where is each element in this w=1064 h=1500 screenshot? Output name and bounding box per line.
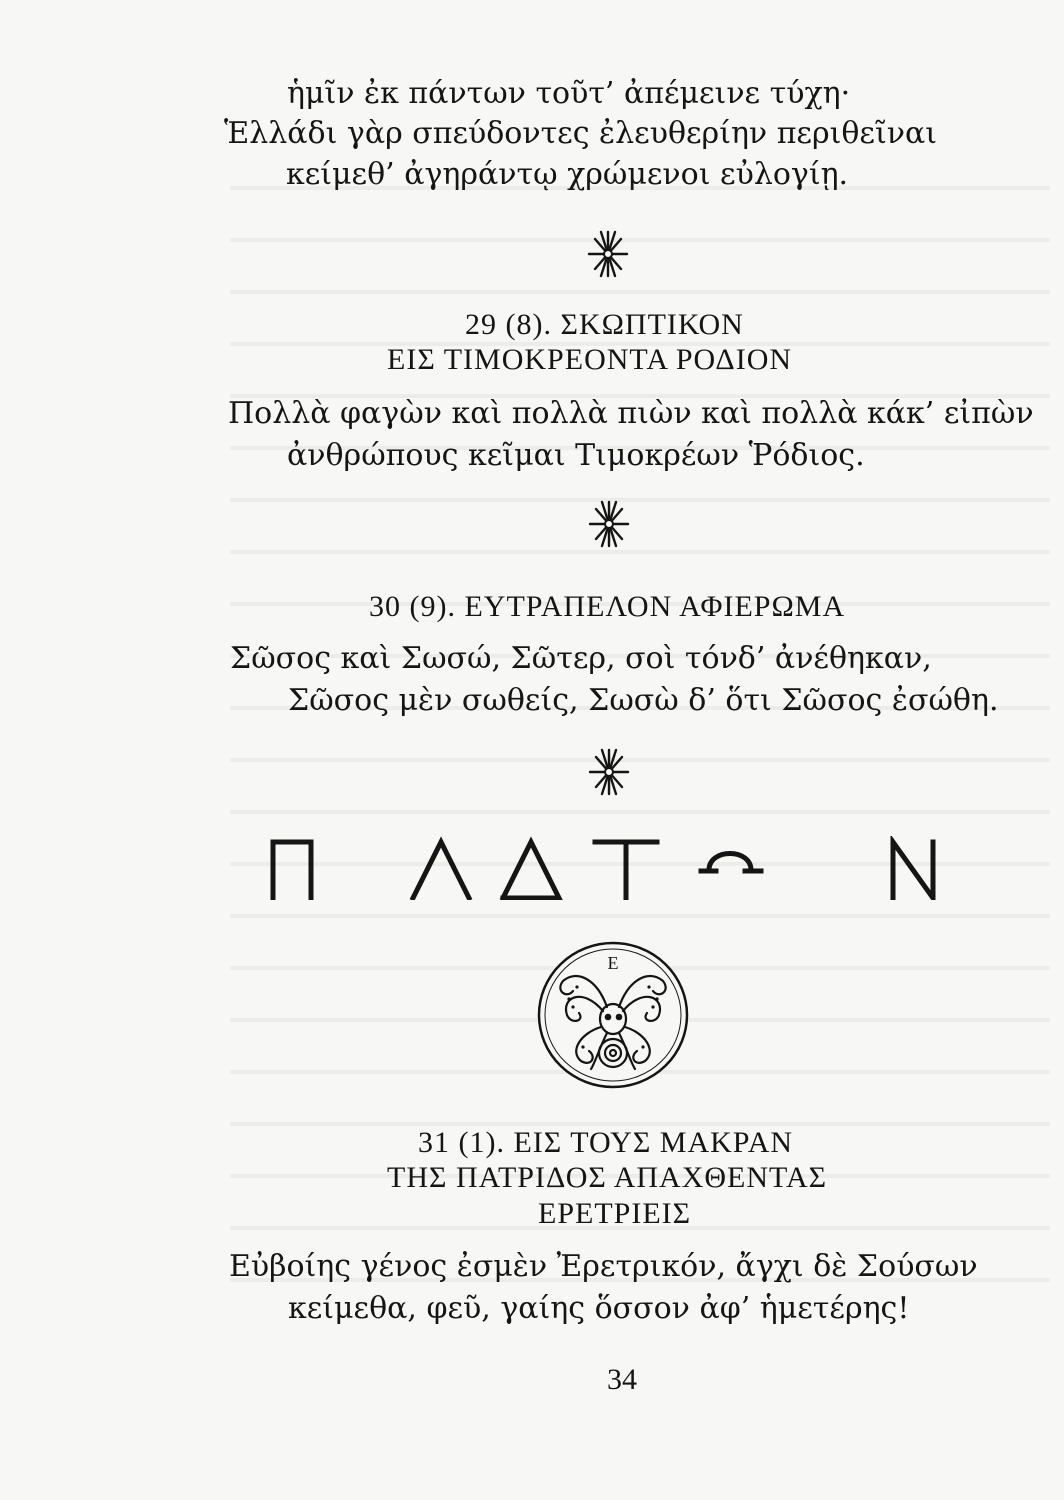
poem-line: Πολλὰ φαγὼν καὶ πολλὰ πιὼν καὶ πολλὰ κάκ’ εἰπὼν <box>228 396 1034 431</box>
poem-line: Σῶσος μὲν σωθείς, Σωσὼ δ’ ὅτι Σῶσος ἐσώθη. <box>288 683 999 718</box>
star-ornament-icon <box>587 744 631 800</box>
poem-heading: ΕΡΕΤΡΙΕΙΣ <box>538 1197 692 1230</box>
platon-section-heading <box>265 836 945 900</box>
poem-line: ἀνθρώπους κεῖμαι Τιμοκρέων Ῥόδιος. <box>287 438 865 473</box>
poem-line: Ἑλλάδι γὰρ σπεύδοντες ἐλευθερίην περιθεῖναι <box>224 116 937 151</box>
octopus-coin-emblem-icon <box>533 937 693 1093</box>
poem-heading: ΤΗΣ ΠΑΤΡΙΔΟΣ ΑΠΑΧΘΕΝΤΑΣ <box>387 1161 828 1194</box>
coin-letter: Ε <box>607 953 619 973</box>
poem-heading: 31 (1). ΕΙΣ ΤΟΥΣ ΜΑΚΡΑΝ <box>418 1126 794 1159</box>
poem-line: ἡμῖν ἐκ πάντων τοῦτ’ ἀπέμεινε τύχη· <box>287 76 851 111</box>
star-ornament-icon <box>586 226 630 282</box>
star-ornament-icon <box>587 496 631 552</box>
page-number: 34 <box>607 1363 637 1396</box>
poem-line: κείμεθα, φεῦ, γαίης ὅσσον ἀφ’ ἡμετέρης! <box>288 1291 910 1326</box>
poem-line: Εὐβοίης γένος ἐσμὲν Ἐρετρικόν, ἄγχι δὲ Σούσων <box>229 1249 978 1284</box>
poem-heading: 29 (8). ΣΚΩΠΤΙΚΟΝ <box>465 308 744 341</box>
poem-heading: ΕΙΣ ΤΙΜΟΚΡΕΟΝΤΑ ΡΟΔΙΟΝ <box>387 343 793 376</box>
poem-line: κείμεθ’ ἀγηράντῳ χρώμενοι εὐλογίῃ. <box>286 157 849 192</box>
poem-heading: 30 (9). ΕΥΤΡΑΠΕΛΟΝ ΑΦΙΕΡΩΜΑ <box>369 590 846 623</box>
poem-line: Σῶσος καὶ Σωσώ, Σῶτερ, σοὶ τόνδ’ ἀνέθηκαν, <box>230 641 932 676</box>
